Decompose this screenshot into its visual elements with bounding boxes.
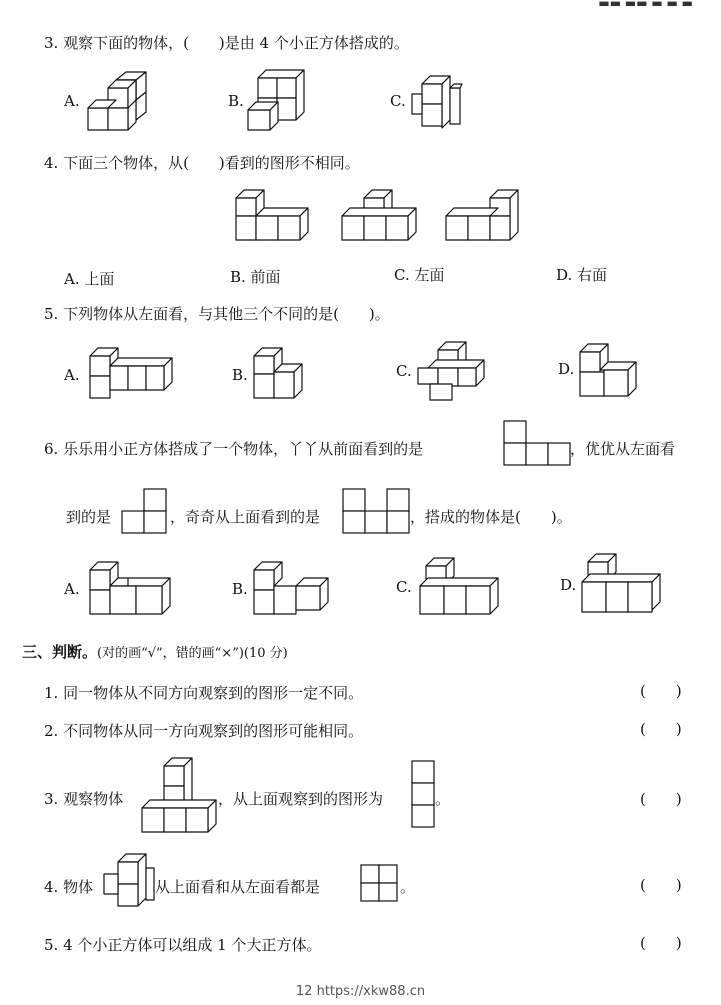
judge-5-text: 5. 4 个小正方体可以组成 1 个大正方体。 xyxy=(44,936,322,954)
q6-line1-end: ，优优从左面看 xyxy=(570,440,676,458)
section-title: 三、判断。(对的画“√”，错的画“×”)(10 分) xyxy=(22,643,288,661)
judge-3-object xyxy=(140,756,220,836)
q5-figure-b xyxy=(250,344,306,402)
q4-figure-2 xyxy=(340,186,420,246)
q4-figure-3 xyxy=(444,186,524,246)
q6-top-view xyxy=(342,488,410,536)
q4-option-c: C. 左面 xyxy=(394,266,445,284)
q4-option-b: B. 前面 xyxy=(230,268,281,286)
judge-1-paren[interactable]: ( ) xyxy=(640,682,682,700)
judge-3-text-b: ，从上面观察到的图形为 xyxy=(218,790,384,808)
q3-figure-c xyxy=(408,74,466,132)
q6-left-view xyxy=(121,488,169,536)
judge-2-paren[interactable]: ( ) xyxy=(640,720,682,738)
q5-option-b: B. xyxy=(232,366,248,384)
judge-3-text-c: 。 xyxy=(435,790,451,808)
q6-line1-start: 6. 乐乐用小正方体搭成了一个物体，丫丫从前面看到的是 xyxy=(44,440,424,458)
q5-option-c: C. xyxy=(396,362,412,380)
judge-4-text-a: 4. 物体 xyxy=(44,878,94,896)
q6-line2-start: 到的是 xyxy=(66,508,112,526)
q3-option-c: C. xyxy=(390,92,406,110)
q3-option-a: A. xyxy=(64,92,80,110)
q4-option-d: D. 右面 xyxy=(556,266,608,284)
judge-3-view xyxy=(411,760,435,830)
q6-front-view xyxy=(503,420,571,468)
judge-4-view xyxy=(360,864,400,904)
q3-figure-a xyxy=(86,70,148,134)
header-fragment: ▬▬ ▬▬ ▬ ▬ ▬ xyxy=(598,0,693,10)
judge-4-paren[interactable]: ( ) xyxy=(640,876,682,894)
q6-figure-b xyxy=(252,558,332,618)
q3-figure-b xyxy=(246,68,310,134)
q6-line2-end: ，搭成的物体是( )。 xyxy=(410,508,572,526)
q3-text: 3. 观察下面的物体，( )是由 4 个小正方体搭成的。 xyxy=(44,34,409,52)
judge-4-object xyxy=(102,852,156,912)
q4-figure-1 xyxy=(232,186,312,246)
q6-figure-a xyxy=(88,558,174,618)
q5-figure-d xyxy=(578,340,642,402)
judge-5-paren[interactable]: ( ) xyxy=(640,934,682,952)
q5-text: 5. 下列物体从左面看，与其他三个不同的是( )。 xyxy=(44,305,390,323)
page-footer: 12 https://xkw88.cn xyxy=(295,984,426,999)
q4-text: 4. 下面三个物体，从( )看到的图形不相同。 xyxy=(44,154,360,172)
q6-option-a: A. xyxy=(64,580,80,598)
q5-figure-a xyxy=(88,344,174,402)
judge-4-text-b: 从上面看和从左面看都是 xyxy=(155,878,321,896)
judge-3-paren[interactable]: ( ) xyxy=(640,790,682,808)
q6-option-d: D. xyxy=(560,576,577,594)
judge-1-text: 1. 同一物体从不同方向观察到的图形一定不同。 xyxy=(44,684,364,702)
q4-option-a: A. 上面 xyxy=(64,270,115,288)
judge-4-text-c: 。 xyxy=(400,878,416,896)
judge-3-text-a: 3. 观察物体 xyxy=(44,790,124,808)
q5-option-d: D. xyxy=(558,360,575,378)
q6-option-b: B. xyxy=(232,580,248,598)
q5-option-a: A. xyxy=(64,366,80,384)
judge-2-text: 2. 不同物体从同一方向观察到的图形可能相同。 xyxy=(44,722,364,740)
q3-option-b: B. xyxy=(228,92,244,110)
q5-figure-c xyxy=(416,338,490,404)
q6-figure-c xyxy=(418,554,502,620)
q6-option-c: C. xyxy=(396,578,412,596)
q6-figure-d xyxy=(580,550,664,618)
q6-line2-middle: ，奇奇从上面看到的是 xyxy=(170,508,321,526)
